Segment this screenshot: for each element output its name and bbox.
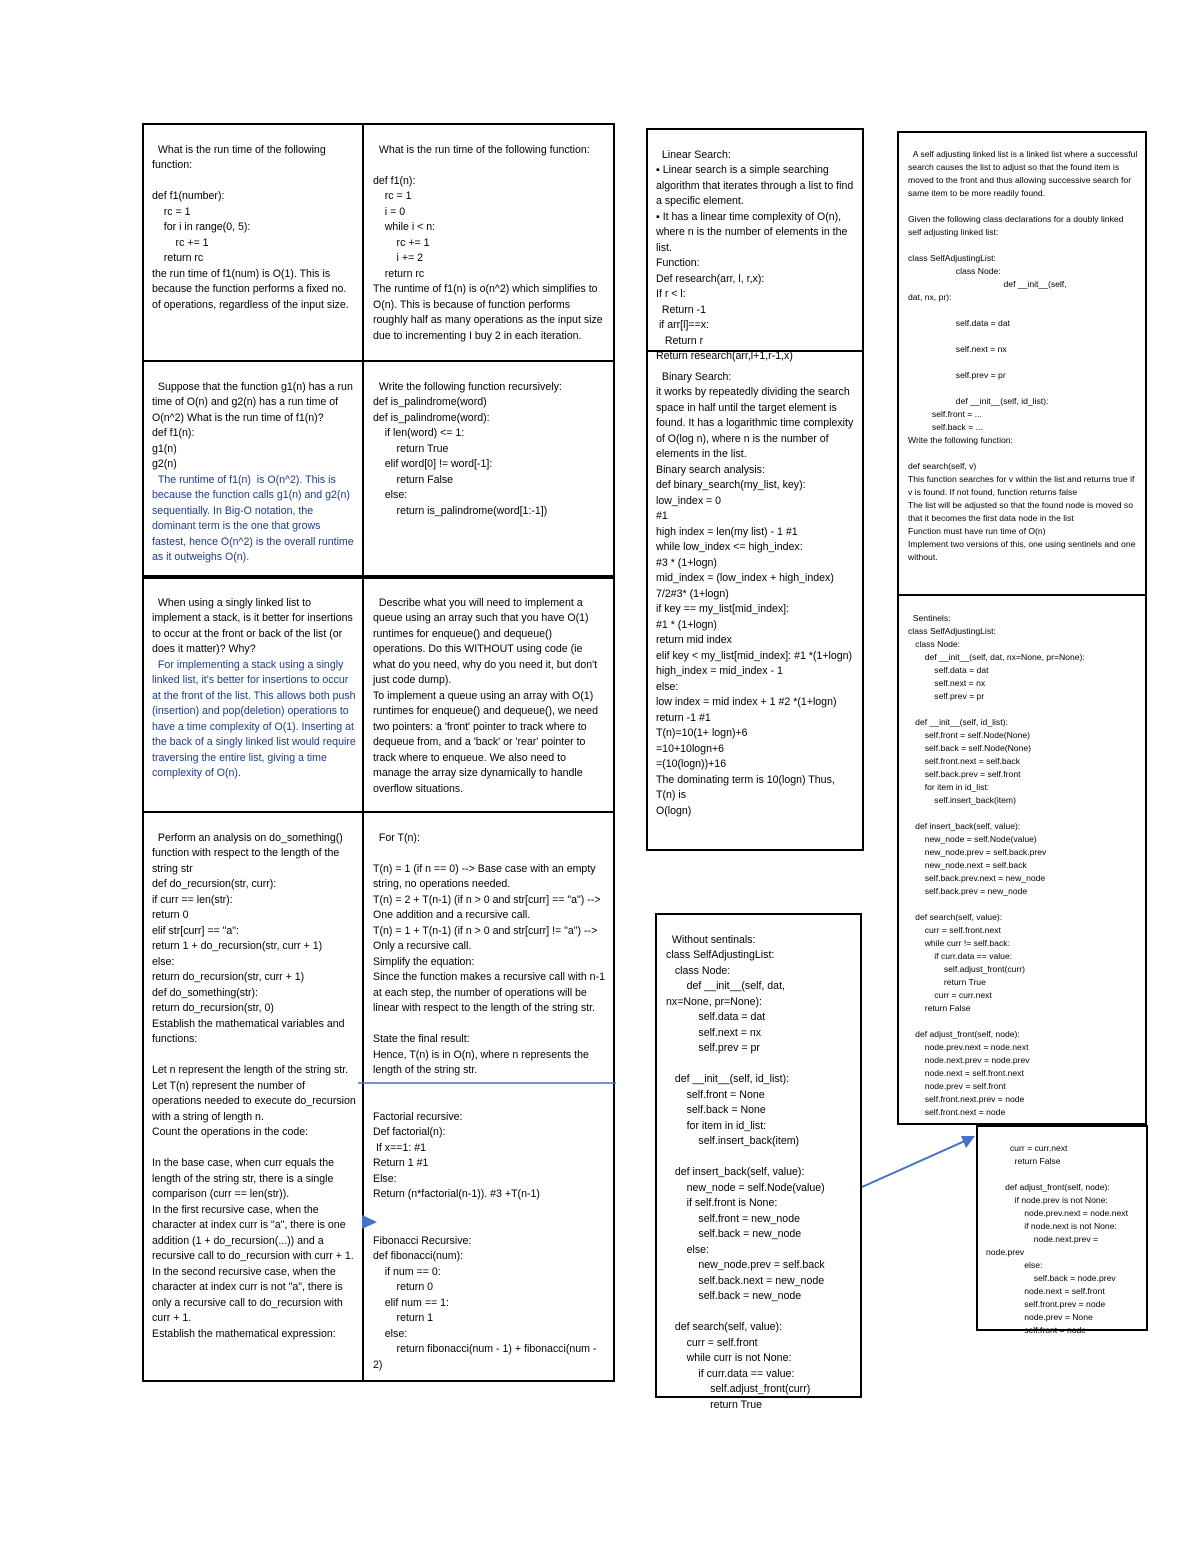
question-text: What is the run time of the following function: def f1(n): rc = 1 i = 0 while i < n: rc += 1 i += 2 return rc The runtime of f1(n) is o(n^2) which simplifies to O(n). This is because of function performs roughly half as many operations as the input size due to incrementing I buy 2 in each iteration. (373, 143, 603, 342)
answer-text: For implementing a stack using a singly linked list, it's better for insertions to occur at the front of the list. This allows both push (insertion) and pop(deletion) operations to have a time complexity of O(1). Inserting at the back of a singly linked list would require traversing the entire list, giving a time complexity of O(n). (152, 658, 359, 779)
answer-text: The runtime of f1(n) is O(n^2). This is because the function calls g1(n) and g2(n) sequentially. In Big-O notation, the dominant term is the one that grows fastest, hence O(n^2) is the overall runtime as it outweighs O(n). (152, 473, 357, 563)
binary-search-text: Binary Search: it works by repeatedly dividing the search space in half until the target element is found. It has a logarithmic time complexity of O(log n), where n is the number of elements in the list. Binary search analysis: def binary_search(my_list, key): low_index = 0 #1 high index = len(my list) - 1 #1 while low_index <= high_index: #3 * (1+logn) mid_index = (low_index + high_index) 7/2#3* (1+logn) if key == my_list[mid_index]: #1 * (1+logn) return mid index elif key < my_list[mid_index]: #1 *(1+logn) high_index = mid_index - 1 else: low index = mid index + 1 #2 *(1+logn) return -1 #1 T(n)=10(1+ logn)+6 =10+10logn+6 =(10(logn))+16 The dominating term is 10(logn) Thus, T(n) is O(logn) (656, 370, 854, 817)
question-text: Suppose that the function g1(n) has a run time of O(n) and g2(n) has a run time of O(n^2) What is the run time of f1(n)? def f1(n): g1(n) g2(n) (152, 380, 353, 470)
without-sentinels-code: Without sentinals: class SelfAdjustingList: class Node: def __init__(self, dat, nx=None, pr=None): self.data = dat self.next = nx self.prev = pr def __init__(self, id_list): self.front = None self.back = None for item in id_list: self.insert_back(item) def insert_back(self, value): new_node = self.Node(value) if self.front is None: self.front = new_node self.back = new_node else: new_node.prev = self.back self.back.next = new_node self.back = new_node def search(self, value): curr = self.front while curr is not None: if curr.data == value: self.adjust_front(curr) return True (666, 933, 825, 1411)
question-text: Write the following function recursively: def is_palindrome(word) def is_palindrome(word): if len(word) <= 1: return True elif word[0] != word[-1]: return False else: return is_palindrome(word[1:-1]) (373, 380, 562, 517)
answer-text: For T(n): T(n) = 1 (if n == 0) --> Base case with an empty string, no operations needed. T(n) = 2 + T(n-1) (if n > 0 and str[curr] == "a") --> One addition and a recursive call. T(n) = 1 + T(n-1) (if n > 0 and str[curr] != "a") --> Only a recursive call. Simplify the equation: Since the function makes a recursive call with n-1 at each step, the number of operations will be linear with respect to the length of the string str. State the final result: Hence, T(n) is in O(n), where n represents the length of the string str. Factorial recursive: Def factorial(n): If x==1: #1 Return 1 #1 Else: Return (n*factorial(n-1)). #3 +T(n-1) Fibonacci Recursive: def fibonacci(num): if num == 0: return 0 elif num == 1: return 1 else: return fibonacci(num - 1) + fibonacci(num - 2) (373, 831, 605, 1371)
linear-search-text: Linear Search: ▪ Linear search is a simple searching algorithm that iterates through a list to find a specific element. ▪ It has a linear time complexity of O(n), where n is the number of elements in the list. Function: Def research(arr, l, r,x): If r < l: Return -1 if arr[l]==x: Return r Return research(arr,l+1,r-1,x) (656, 148, 854, 362)
question-text: When using a singly linked list to implement a stack, is it better for insertions to occur at the front or back of the list (or does it matter)? Why? (152, 596, 356, 655)
question-text: Describe what you will need to implement a queue using an array such that you have O(1) runtimes for enqueue() and dequeue() operations. Do this WITHOUT using code (ie what do you need, why do you need it, but don't just code dump). To implement a queue using an array with O(1) runtimes for enqueue() and dequeue(), we need two pointers: a 'front' pointer to track where to dequeue from, and a 'back' or 'rear' pointer to track where to enqueue. We also need to manage the array size dynamically to handle overflow situations. (373, 596, 598, 795)
continuation-code: curr = curr.next return False def adjust_front(self, node): if node.prev is not None: node.prev.next = node.next if node.next is not None: node.next.prev = node.prev else: self.back = node.prev node.next = self.front self.front.prev = node node.prev = None self.front = node (986, 1143, 1128, 1335)
sentinels-code: Sentinels: class SelfAdjustingList: class Node: def __init__(self, dat, nx=None, pr=None): self.data = dat self.next = nx self.prev = pr def __init__(self, id_list): self.front = self.Node(None) self.back = self.Node(None) self.front.next = self.back self.back.prev = self.front for item in id_list: self.insert_back(item) def insert_back(self, value): new_node = self.Node(value) new_node.prev = self.back.prev new_node.next = self.back self.back.prev.next = new_node self.back.prev = new_node def search(self, value): curr = self.front.next while curr != self.back: if curr.data == value: self.adjust_front(curr) return True curr = curr.next return False def adjust_front(self, node): node.prev.next = node.next node.next.prev = node.prev node.next = self.front.next node.prev = self.front self.front.next.prev = node self.front.next = node (908, 613, 1085, 1117)
self-adjusting-text: A self adjusting linked list is a linked list where a successful search causes the list to adjust so that the found item is moved to the front and thus allowing successive search for same item to be more readily found. Given the following class declarations for a doubly linked self adjusting linked list: class SelfAdjustingList: class Node: def __init__(self, dat, nx, pr): self.data = dat self.next = nx self.prev = pr def __init__(self, id_list): self.front = ... self.back = ... Write the following function: def search(self, v) This function searches for v within the list and returns true if v is found. If not found, function returns false The list will be adjusted so that the found node is moved so that it becomes the first data node in the list Function must have run time of O(n) Implement two versions of this, one using sentinels and one without. (908, 149, 1138, 562)
arrow-head-icon (362, 1215, 377, 1229)
question-text: What is the run time of the following function: def f1(number): rc = 1 for i in range(0, 5): rc += 1 return rc the run time of f1(num) is O(1). This is because the function performs a fixed no. of operations, regardless of the input size. (152, 143, 349, 311)
arrow-line (862, 1140, 967, 1187)
question-text: Perform an analysis on do_something() function with respect to the length of the string str def do_recursion(str, curr): if curr == len(str): return 0 elif str[curr] == "a": return 1 + do_recursion(str, curr + 1) else: return do_recursion(str, curr + 1) def do_something(str): return do_recursion(str, 0) Establish the mathematical variables and functions: Let n represent the length of the string str. Let T(n) represent the number of operations needed to execute do_recursion with a string of length n. Count the operations in the code: In the base case, when curr equals the length of the string str, there is a single comparison (curr == len(str)). In the first recursive case, when the character at index curr is "a", there is one addition (1 + do_recursion(...)) and a recursive call to do_recursion with curr + 1. In the second recursive case, when the character at index curr is not "a", there is only a recursive call to do_recursion with curr + 1. Establish the mathematical expression: (152, 831, 356, 1340)
